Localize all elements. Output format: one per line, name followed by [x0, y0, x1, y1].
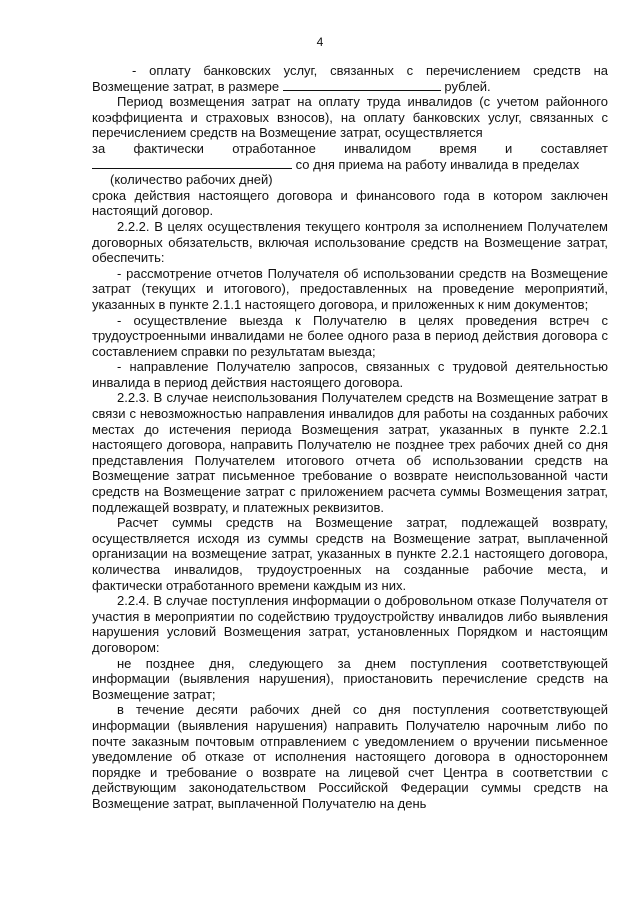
word: составляет — [540, 140, 608, 156]
paragraph-contract-term: срока действия настоящего договора и финансового года в котором заключен настоящий договор. — [92, 187, 608, 219]
amount-blank — [283, 79, 441, 91]
word: фактически — [133, 140, 204, 156]
paragraph-text: - оплату банковских услуг, связанных с перечислением средств на Возмещение затрат, в размере — [92, 63, 608, 94]
word: отработанное — [232, 140, 316, 156]
paragraph-notice-of-refusal: в течение десяти рабочих дней со дня поступления соответствующей информации (выявления нарушения) направить Получателю нарочным либо по почте заказным почтовым отправлением с уведомлением о вручении письменное уведомление об отказе от исполнения настоящего договора в одностороннем порядке и требование о возврате на лицевой счет Центра в соответствии с действующим законодательством Российской Федерации суммы средств на Возмещение затрат, выплаченной Получателю на день — [92, 702, 608, 811]
word: время — [439, 140, 477, 156]
paragraph-suspend-transfer: не позднее дня, следующего за днем поступления соответствующей информации (выявления нарушения), приостановить перечисление средств на Возмещение затрат; — [92, 655, 608, 702]
paragraph-reimbursement-period: Период возмещения затрат на оплату труда инвалидов (с учетом районного коэффициента и страховых взносов), на оплату банковских услуг, связанных с перечислением средств на Возмещение затрат, осуществляется — [92, 94, 608, 141]
paragraph-text: со дня приема на работу инвалида в пределах — [295, 156, 580, 172]
list-item-inquiries: - направление Получателю запросов, связанных с трудовой деятельностью инвалида в период действия настоящего договора. — [92, 359, 608, 390]
paragraph-2-2-4: 2.2.4. В случае поступления информации о добровольном отказе Получателя от участия в мероприятии по содействию трудоустройству инвалидов либо выявления нарушения условий Возмещения затрат, установленных Порядком и настоящим договором: — [92, 593, 608, 655]
word: и — [505, 140, 513, 156]
justified-line — [92, 141, 608, 157]
page-number: 4 — [316, 35, 324, 49]
list-item-site-visit: - осуществление выезда к Получателю в целях проведения встреч с трудоустроенными инвалидами не более одного раза в период действия договора с составлением справки по результатам выезда; — [92, 312, 608, 359]
currency-unit: рублей. — [444, 78, 491, 94]
working-days-blank — [92, 157, 292, 169]
paragraph-bank-services — [92, 63, 608, 94]
paragraph-2-2-3: 2.2.3. В случае неиспользования Получателем средств на Возмещение затрат в связи с невозможностью направления инвалидов для работы на созданных рабочих местах до истечения периода Возмещения затрат, указанных в пункте 2.2.1 настоящего договора, направить Получателю не позднее трех рабочих дней со дня представления Получателем итогового отчета об использовании средств на Возмещение затрат письменное требование о возврате неиспользованной части средств на Возмещение затрат с приложением расчета суммы Возмещения затрат, подлежащей возврату, и платежных реквизитов. — [92, 390, 608, 515]
working-days-caption: (количество рабочих дней) — [110, 172, 273, 188]
word: инвалидом — [344, 140, 412, 156]
document-body — [92, 63, 608, 812]
paragraph-refund-calculation: Расчет суммы средств на Возмещение затрат, подлежащей возврату, осуществляется исходя из суммы средств на Возмещение затрат, выплаченной организации на возмещение затрат, указанных в пункте 2.2.1 настоящего договора, количества инвалидов, трудоустроенных на созданные рабочие места, и фактически отработанного времени каждым из них. — [92, 515, 608, 593]
list-item-report-review: - рассмотрение отчетов Получателя об использовании средств на Возмещение затрат (текущих и итогового), предоставленных на проведение мероприятий, указанных в пункте 2.1.1 настоящего договора, и приложенных к ним документов; — [92, 265, 608, 312]
word: за — [92, 140, 106, 156]
paragraph-2-2-2: 2.2.2. В целях осуществления текущего контроля за исполнением Получателем договорных обязательств, включая использование средств на Возмещение затрат, обеспечить: — [92, 218, 608, 266]
working-days-line — [92, 157, 608, 173]
